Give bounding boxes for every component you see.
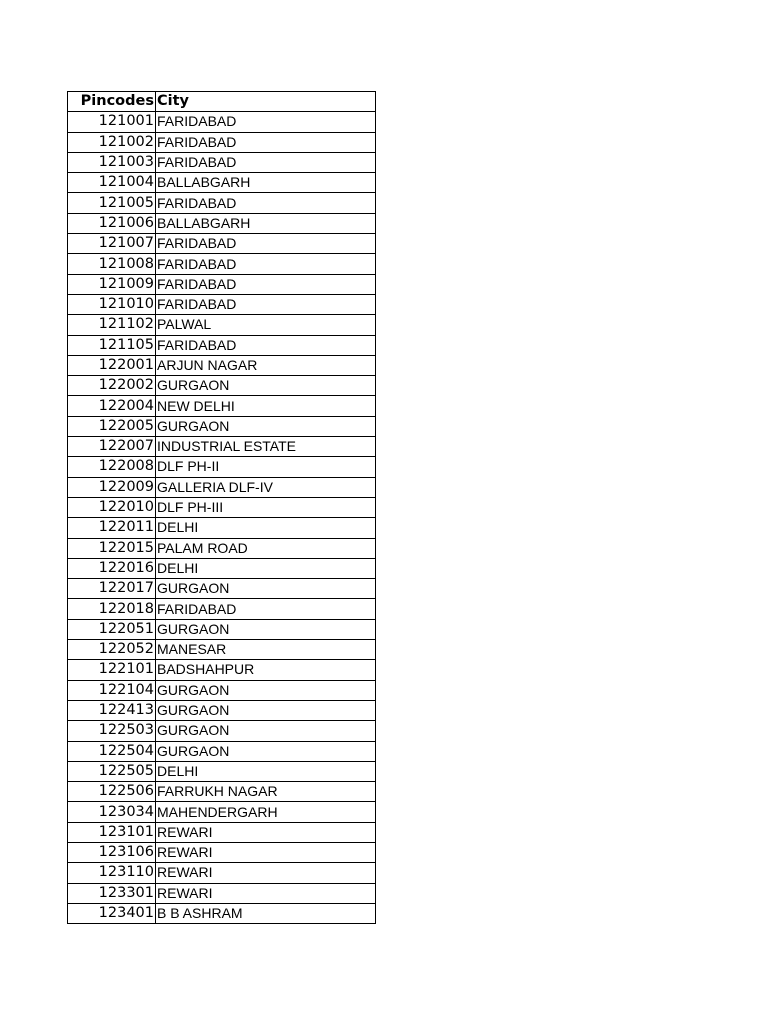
city-cell: GURGAON [156, 680, 376, 700]
pincode-cell: 122002 [68, 376, 156, 396]
city-cell: DLF PH-III [156, 497, 376, 517]
city-cell: GURGAON [156, 721, 376, 741]
pincode-cell: 122007 [68, 437, 156, 457]
pincode-cell: 121102 [68, 315, 156, 335]
city-cell: FARIDABAD [156, 274, 376, 294]
pincode-cell: 122004 [68, 396, 156, 416]
city-cell: PALAM ROAD [156, 538, 376, 558]
pincode-cell: 122009 [68, 477, 156, 497]
table-row [68, 842, 376, 862]
column-header-pincodes: Pincodes [68, 92, 156, 112]
city-cell: FARIDABAD [156, 599, 376, 619]
city-cell: DELHI [156, 761, 376, 781]
table-row [68, 599, 376, 619]
pincode-cell: 121001 [68, 112, 156, 132]
pincode-cell: 122051 [68, 619, 156, 639]
table-row [68, 416, 376, 436]
table-header-row [68, 92, 376, 112]
table-row [68, 640, 376, 660]
city-cell: FARIDABAD [156, 132, 376, 152]
pincode-cell: 122015 [68, 538, 156, 558]
pincode-cell: 123301 [68, 883, 156, 903]
pincode-cell: 123106 [68, 842, 156, 862]
table-row [68, 335, 376, 355]
pincode-sheet [67, 91, 376, 924]
city-cell: REWARI [156, 822, 376, 842]
city-cell: NEW DELHI [156, 396, 376, 416]
pincode-cell: 122001 [68, 355, 156, 375]
table-row [68, 558, 376, 578]
table-row [68, 213, 376, 233]
pincode-cell: 122018 [68, 599, 156, 619]
city-cell: GURGAON [156, 416, 376, 436]
pincode-cell: 122017 [68, 579, 156, 599]
table-row [68, 355, 376, 375]
table-row [68, 193, 376, 213]
pincode-cell: 122005 [68, 416, 156, 436]
city-cell: FARIDABAD [156, 335, 376, 355]
table-row [68, 903, 376, 923]
city-cell: B B ASHRAM [156, 903, 376, 923]
table-row [68, 396, 376, 416]
pincode-cell: 122104 [68, 680, 156, 700]
pincode-cell: 123110 [68, 863, 156, 883]
table-row [68, 822, 376, 842]
table-row [68, 274, 376, 294]
pincode-cell: 123401 [68, 903, 156, 923]
pincode-cell: 123034 [68, 802, 156, 822]
table-row [68, 376, 376, 396]
city-cell: MANESAR [156, 640, 376, 660]
column-header-city: City [156, 92, 376, 112]
table-row [68, 700, 376, 720]
city-cell: GURGAON [156, 619, 376, 639]
city-cell: FARIDABAD [156, 294, 376, 314]
pincode-cell: 122011 [68, 518, 156, 538]
city-cell: FARIDABAD [156, 112, 376, 132]
city-cell: BALLABGARH [156, 213, 376, 233]
pincode-cell: 121010 [68, 294, 156, 314]
pincode-cell: 122503 [68, 721, 156, 741]
pincode-cell: 121105 [68, 335, 156, 355]
city-cell: GURGAON [156, 741, 376, 761]
table-row [68, 660, 376, 680]
pincode-cell: 121004 [68, 173, 156, 193]
city-cell: BADSHAHPUR [156, 660, 376, 680]
city-cell: DLF PH-II [156, 457, 376, 477]
pincode-cell: 122016 [68, 558, 156, 578]
city-cell: REWARI [156, 883, 376, 903]
pincode-cell: 121005 [68, 193, 156, 213]
table-row [68, 437, 376, 457]
table-row [68, 782, 376, 802]
table-row [68, 518, 376, 538]
city-cell: PALWAL [156, 315, 376, 335]
city-cell: INDUSTRIAL ESTATE [156, 437, 376, 457]
pincode-cell: 121009 [68, 274, 156, 294]
pincode-cell: 121006 [68, 213, 156, 233]
pincode-cell: 121008 [68, 254, 156, 274]
pincode-cell: 122506 [68, 782, 156, 802]
table-row [68, 579, 376, 599]
city-cell: MAHENDERGARH [156, 802, 376, 822]
table-row [68, 761, 376, 781]
pincode-cell: 121007 [68, 234, 156, 254]
table-row [68, 721, 376, 741]
pincode-cell: 122101 [68, 660, 156, 680]
city-cell: REWARI [156, 863, 376, 883]
table-row [68, 173, 376, 193]
table-row [68, 132, 376, 152]
city-cell: DELHI [156, 558, 376, 578]
table-row [68, 863, 376, 883]
city-cell: GURGAON [156, 579, 376, 599]
city-cell: DELHI [156, 518, 376, 538]
city-cell: FARIDABAD [156, 254, 376, 274]
table-row [68, 802, 376, 822]
table-row [68, 315, 376, 335]
pincode-cell: 122052 [68, 640, 156, 660]
table-row [68, 883, 376, 903]
city-cell: GURGAON [156, 376, 376, 396]
city-cell: FARIDABAD [156, 234, 376, 254]
city-cell: ARJUN NAGAR [156, 355, 376, 375]
city-cell: FARRUKH NAGAR [156, 782, 376, 802]
table-row [68, 254, 376, 274]
table-row [68, 538, 376, 558]
city-cell: REWARI [156, 842, 376, 862]
pincode-cell: 122413 [68, 700, 156, 720]
pincode-cell: 123101 [68, 822, 156, 842]
table-row [68, 497, 376, 517]
city-cell: FARIDABAD [156, 152, 376, 172]
table-body [68, 112, 376, 924]
table-row [68, 294, 376, 314]
table-row [68, 680, 376, 700]
table-row [68, 619, 376, 639]
table-row [68, 477, 376, 497]
table-row [68, 152, 376, 172]
pincode-cell: 122010 [68, 497, 156, 517]
city-cell: GALLERIA DLF-IV [156, 477, 376, 497]
pincode-cell: 122505 [68, 761, 156, 781]
city-cell: FARIDABAD [156, 193, 376, 213]
city-cell: GURGAON [156, 700, 376, 720]
table-row [68, 741, 376, 761]
city-cell: BALLABGARH [156, 173, 376, 193]
pincode-cell: 121003 [68, 152, 156, 172]
table-row [68, 234, 376, 254]
pincode-cell: 121002 [68, 132, 156, 152]
pincode-table [67, 91, 376, 924]
table-row [68, 112, 376, 132]
pincode-cell: 122008 [68, 457, 156, 477]
pincode-cell: 122504 [68, 741, 156, 761]
table-row [68, 457, 376, 477]
